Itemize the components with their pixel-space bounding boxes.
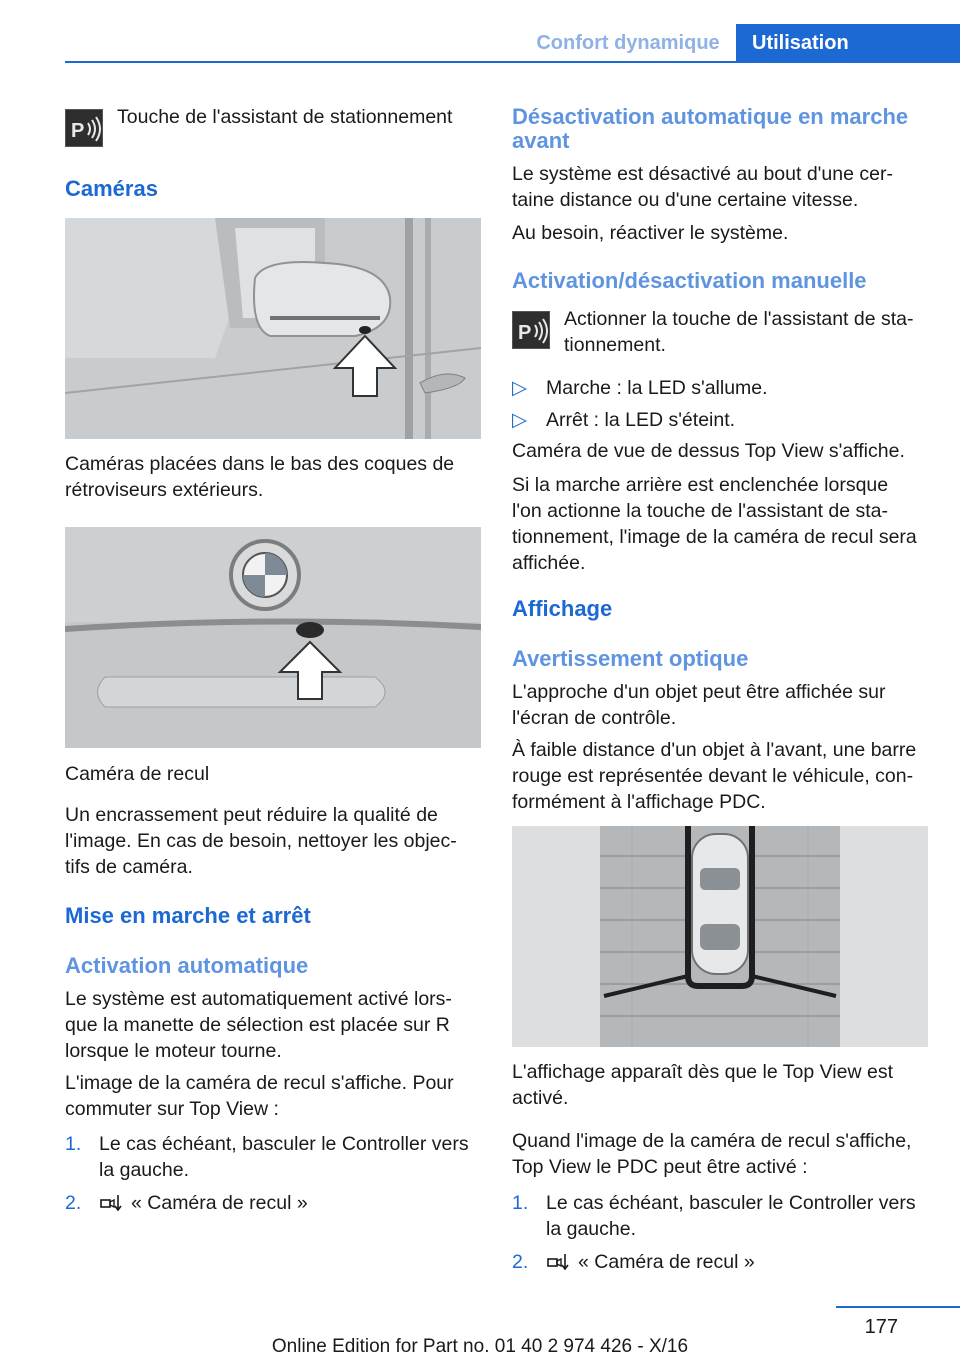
mirror-camera-photo	[65, 218, 481, 439]
image-line-1: L'image de la caméra de recul s'affiche. Pour	[65, 1072, 454, 1094]
step-text: Le cas échéant, basculer le Controller vers	[546, 1192, 916, 1214]
cameras-caption-line-1: Caméras placées dans le bas des coques de	[65, 453, 455, 475]
list-item	[65, 1190, 481, 1216]
subheading-auto-deactivation-1: Désactivation automatique en marche	[512, 104, 909, 129]
list-item	[512, 1249, 928, 1275]
manual-line-2: tionnement.	[564, 334, 666, 356]
svg-text:P: P	[71, 120, 85, 142]
step-text-cont: la gauche.	[546, 1218, 636, 1240]
list-item	[512, 407, 928, 433]
shown-line-1: L'affichage apparaît dès que le Top View est	[512, 1061, 894, 1083]
shown-line-2: activé.	[512, 1087, 569, 1109]
list-item	[65, 1131, 481, 1183]
section-heading-display: Affichage	[512, 596, 613, 621]
deact-line-1: Le système est désactivé au bout d'une cer‐	[512, 163, 893, 185]
warn-line-1: L'approche d'un objet peut être affichée sur	[512, 681, 886, 703]
bullet-text: Arrêt : la LED s'éteint.	[546, 409, 736, 431]
parking-assistant-icon	[65, 109, 103, 147]
dirt-line-2: l'image. En cas de besoin, nettoyer les objec‐	[65, 830, 457, 852]
svg-text:P: P	[518, 322, 532, 344]
subheading-manual: Activation/désactivation manuelle	[512, 268, 867, 293]
rear-camera-caption: Caméra de recul	[65, 763, 210, 785]
deact-line-3: Au besoin, réactiver le système.	[512, 222, 789, 244]
step-number: 2.	[512, 1251, 529, 1273]
subheading-auto-activation: Activation automatique	[65, 953, 309, 978]
bullet-triangle-icon: ▷	[512, 409, 527, 431]
footer-rule	[836, 1306, 960, 1308]
auto-line-1: Le système est automatiquement activé lors‐	[65, 988, 452, 1010]
section-heading-on-off: Mise en marche et arrêt	[65, 903, 311, 928]
button-caption: Touche de l'assistant de stationnement	[117, 106, 453, 128]
step-text: « Caméra de recul »	[131, 1192, 308, 1214]
footer-edition-text: Online Edition for Part no. 01 40 2 974 426 - X/16	[271, 1336, 689, 1357]
reverse-line-2: l'on actionne la touche de l'assistant de sta‐	[512, 500, 889, 522]
manual-line-1: Actionner la touche de l'assistant de sta‐	[564, 308, 914, 330]
breadcrumb-section[interactable]: Confort dynamique	[536, 32, 720, 54]
image-line-2: commuter sur Top View :	[65, 1098, 279, 1120]
list-item	[512, 1190, 928, 1242]
step-number: 1.	[65, 1133, 82, 1155]
top-view-display-image	[512, 826, 928, 1047]
warn-line-4: rouge est représentée devant le véhicule, con‐	[512, 765, 914, 787]
step-text-cont: la gauche.	[99, 1159, 189, 1181]
breadcrumb-tab[interactable]: Utilisation	[736, 24, 960, 62]
reverse-line-3: tionnement, l'image de la caméra de recul sera	[512, 526, 917, 548]
list-item	[512, 375, 928, 401]
section-heading-cameras: Caméras	[65, 176, 158, 201]
page-number: 177	[864, 1316, 898, 1338]
warn-line-2: l'écran de contrôle.	[512, 707, 677, 729]
pdc-line-1: Quand l'image de la caméra de recul s'affiche,	[512, 1130, 912, 1152]
bullet-triangle-icon: ▷	[512, 377, 527, 399]
parking-assistant-icon	[512, 311, 550, 349]
header-rule	[65, 61, 960, 63]
step-number: 2.	[65, 1192, 82, 1214]
step-number: 1.	[512, 1192, 529, 1214]
rear-camera-icon	[99, 1192, 125, 1214]
cameras-caption-line-2: rétroviseurs extérieurs.	[65, 479, 264, 501]
rear-camera-icon	[546, 1251, 572, 1273]
rear-camera-photo	[65, 527, 481, 748]
step-text: Le cas échéant, basculer le Controller vers	[99, 1133, 469, 1155]
auto-line-3: lorsque le moteur tourne.	[65, 1040, 282, 1062]
warn-line-5: formément à l'affichage PDC.	[512, 791, 766, 813]
pdc-line-2: Top View le PDC peut être activé :	[512, 1156, 808, 1178]
reverse-line-1: Si la marche arrière est enclenchée lorsque	[512, 474, 889, 496]
warn-line-3: À faible distance d'un objet à l'avant, une barre	[512, 739, 917, 761]
topview-line: Caméra de vue de dessus Top View s'affiche.	[512, 440, 905, 462]
subheading-visual-warning: Avertissement optique	[512, 646, 749, 671]
subheading-auto-deactivation-2: avant	[512, 128, 570, 153]
step-text: « Caméra de recul »	[578, 1251, 755, 1273]
reverse-line-4: affichée.	[512, 552, 586, 574]
auto-line-2: que la manette de sélection est placée sur R	[65, 1014, 450, 1036]
bullet-text: Marche : la LED s'allume.	[546, 377, 768, 399]
deact-line-2: taine distance ou d'une certaine vitesse.	[512, 189, 859, 211]
dirt-line-1: Un encrassement peut réduire la qualité de	[65, 804, 438, 826]
dirt-line-3: tifs de caméra.	[65, 856, 193, 878]
